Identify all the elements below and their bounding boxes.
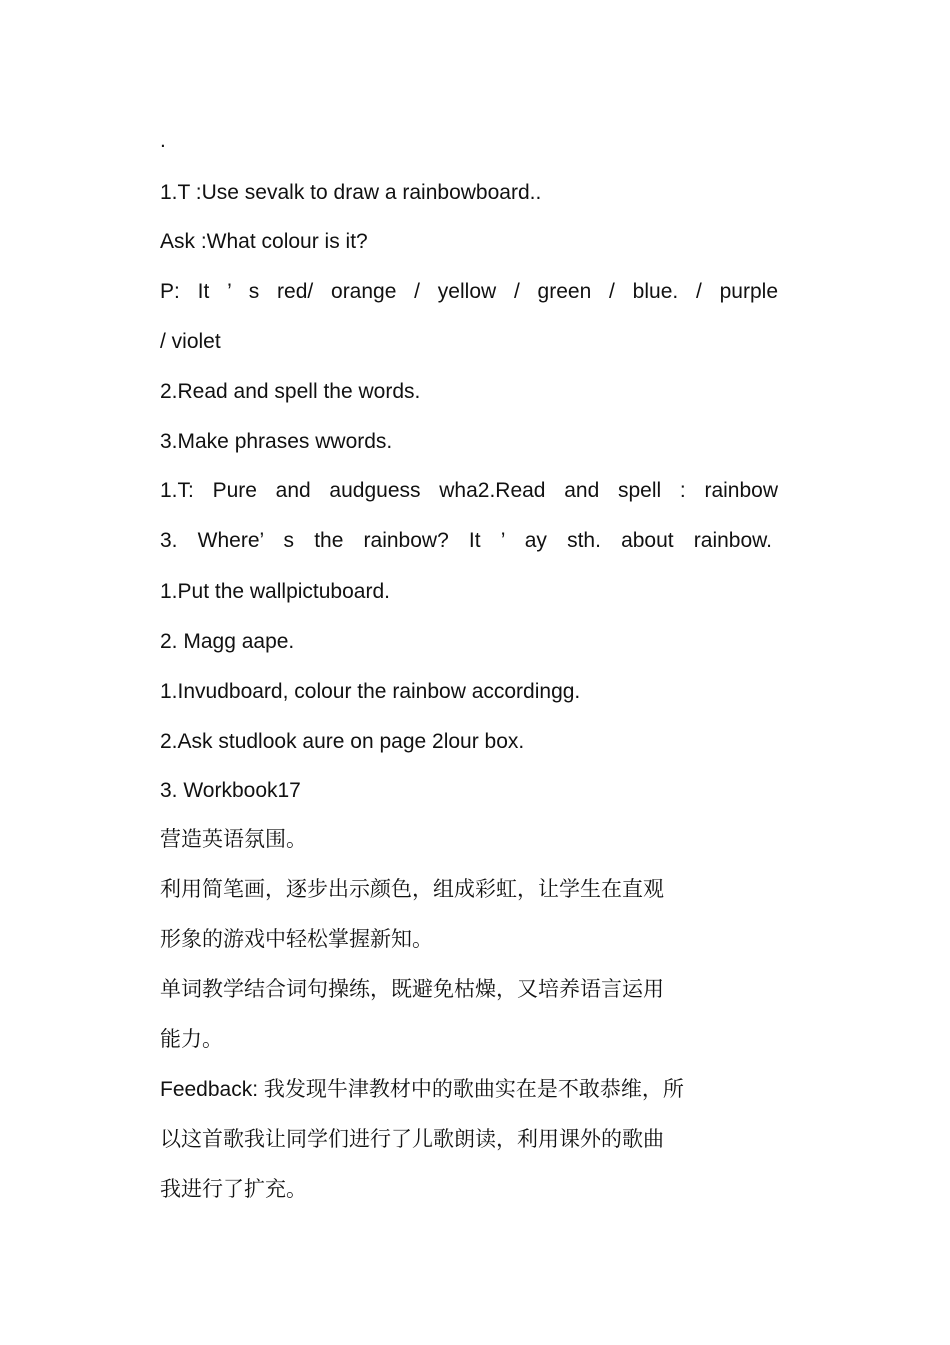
text-line-18: 能力。 (160, 1028, 223, 1051)
text-line-7: 1.T: Pure and audguess wha2.Read and spell : rainbow (160, 479, 778, 502)
text-line-11: 1.Invudboard, colour the rainbow accordingg. (160, 680, 581, 703)
text-line-15: 利用简笔画，逐步出示颜色，组成彩虹，让学生在直观 (160, 878, 664, 901)
text-line-14: 营造英语氛围。 (160, 828, 307, 851)
text-line-2: Ask :What colour is it? (160, 230, 368, 253)
text-line-6: 3.Make phrases wwords. (160, 430, 393, 453)
text-line-5: 2.Read and spell the words. (160, 380, 421, 403)
text-line-20: 以这首歌我让同学们进行了儿歌朗读，利用课外的歌曲 (160, 1128, 664, 1151)
text-line-17: 单词教学结合词句操练，既避免枯燥，又培养语言运用 (160, 978, 664, 1001)
leading-mark: . (160, 129, 166, 152)
text-line-19: Feedback: 我发现牛津教材中的歌曲实在是不敢恭维，所 (160, 1078, 684, 1101)
text-line-12: 2.Ask studlook aure on page 2lour box. (160, 730, 525, 753)
text-line-21: 我进行了扩充。 (160, 1178, 307, 1201)
text-line-9: 1.Put the wallpictuboard. (160, 580, 390, 603)
text-line-4: / violet (160, 330, 221, 353)
text-line-10: 2. Magg aape. (160, 630, 295, 653)
text-line-16: 形象的游戏中轻松掌握新知。 (160, 928, 433, 951)
text-line-13: 3. Workbook17 (160, 779, 301, 802)
text-line-1: 1.T :Use sevalk to draw a rainbowboard.. (160, 181, 542, 204)
text-line-8: 3. Where’ s the rainbow? It ’ ay sth. about rainbow. (160, 529, 772, 552)
text-line-3: P: It ’ s red/ orange / yellow / green / blue. / purple (160, 280, 778, 303)
